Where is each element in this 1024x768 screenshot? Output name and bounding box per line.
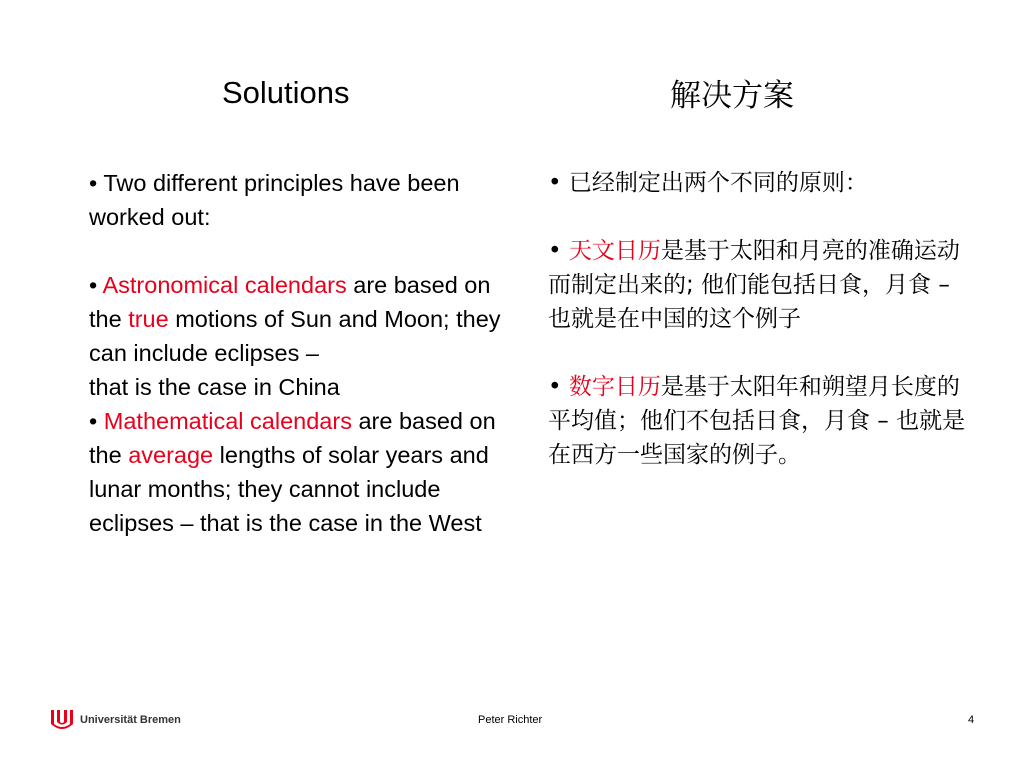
page-number: 4 — [968, 714, 975, 726]
true-term: true — [128, 306, 169, 332]
footer-author: Peter Richter — [478, 714, 543, 726]
english-column — [89, 166, 509, 540]
english-math-text-2: lengths of solar years and lunar months; they cannot include eclipses – that is the case in the West — [89, 442, 489, 536]
english-astronomical-paragraph — [89, 268, 509, 370]
mathematical-calendars-term: Mathematical calendars — [103, 408, 352, 434]
english-math-text-1: are based on the — [89, 408, 496, 468]
slide-title-chinese: 解决方案 — [670, 78, 794, 114]
english-astro-text-2: motions of Sun and Moon; they can include eclipses – — [89, 306, 501, 366]
bullet: • — [548, 238, 569, 264]
university-logo — [50, 706, 220, 734]
paragraph-spacer — [89, 234, 509, 268]
english-mathematical-paragraph — [89, 404, 509, 540]
mathematical-calendars-term-zh: 数字日历 — [568, 374, 661, 400]
english-china-line: that is the case in China — [89, 374, 340, 400]
chinese-astro-text: 是基于太阳和月亮的准确运动而制定出来的; 他们能包括日食，月食 – 也就是在中国的这个例子 — [548, 238, 960, 332]
university-logo-icon — [50, 708, 74, 732]
chinese-column — [548, 166, 968, 472]
bullet: • — [548, 374, 569, 400]
bullet: • — [89, 408, 104, 434]
slide-title-english: Solutions — [222, 75, 350, 110]
chinese-math-text: 是基于太阳年和朔望月长度的平均值；他们不包括日食，月食 – 也就是在西方一些国家的例子。 — [548, 374, 966, 468]
astronomical-calendars-term-zh: 天文日历 — [568, 238, 661, 264]
university-name: Universität Bremen — [80, 714, 181, 726]
chinese-mathematical-paragraph — [548, 370, 968, 472]
english-intro: • Two different principles have been worked out: — [89, 170, 460, 230]
paragraph-spacer — [548, 200, 968, 234]
english-astro-text-1: are based on the — [89, 272, 491, 332]
average-term: average — [128, 442, 214, 468]
astronomical-calendars-term: Astronomical calendars — [102, 272, 347, 298]
paragraph-spacer — [548, 336, 968, 370]
bullet: • — [89, 272, 103, 298]
chinese-intro: • 已经制定出两个不同的原则： — [548, 170, 868, 196]
chinese-astronomical-paragraph — [548, 234, 968, 336]
